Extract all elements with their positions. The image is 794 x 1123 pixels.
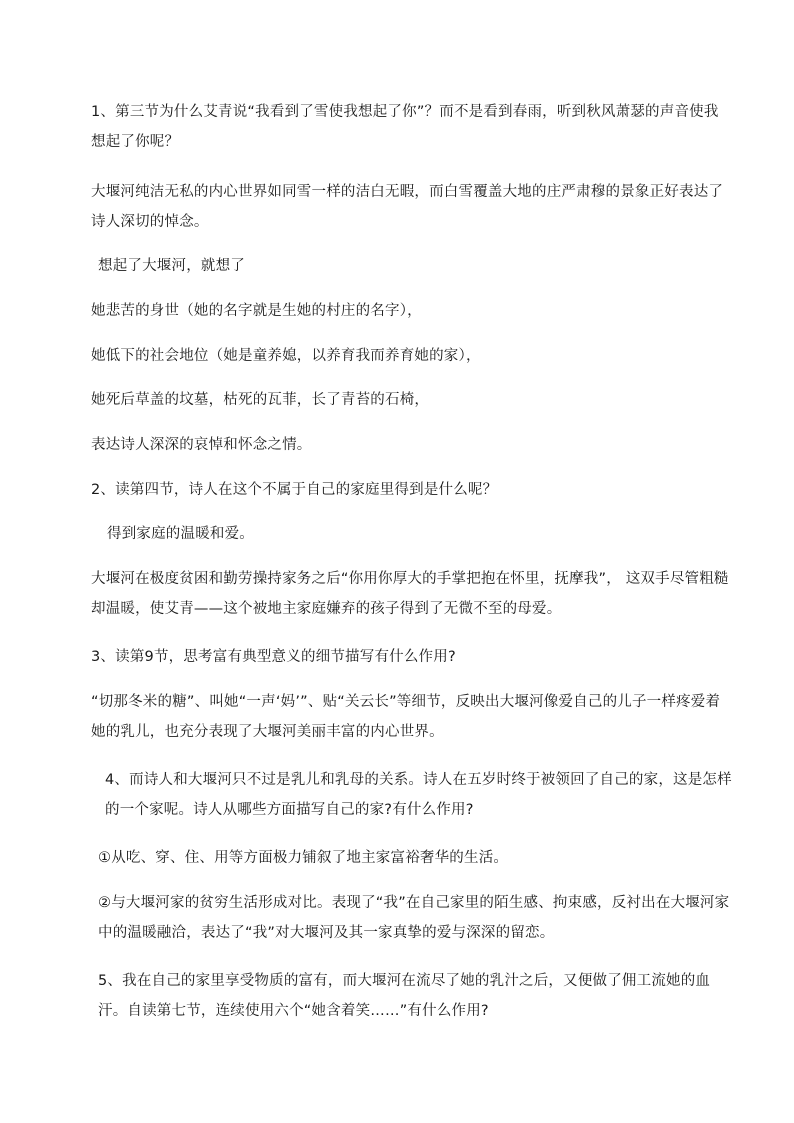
answer-4-point-1: ①从吃、穿、住、用等方面极力铺叙了地主家富裕奢华的生活。 [98,850,509,866]
answer-1-line-3: 她低下的社会地位（她是童养媳，以养育我而养育她的家）， [91,348,481,364]
answer-1-line-2: 她悲苦的身世（她的名字就是生她的村庄的名字）， [91,303,422,319]
question-5: 5、我在自己的家里享受物质的富有，而大堰河在流尽了她的乳汁之后，又便做了佣工流她的血汗。自读第七节，连续使用六个“她含着笑……”有什么作用? [98,973,711,1019]
question-1: 1、第三节为什么艾青说“我看到了雪使我想起了你”？而不是看到春雨，听到秋风萧瑟的声音使我想起了你呢？ [91,104,719,150]
answer-2-paragraph: 大堰河在极度贫困和勤劳操持家务之后“你用你厚大的手掌把抱在怀里，抚摩我”， 这双手尽管粗糙却温暖，使艾青——这个被地主家庭嫌弃的孩子得到了无微不至的母爱。 [91,571,729,617]
answer-1-line-1: 想起了大堰河，就想了 [98,258,245,274]
answer-1-paragraph: 大堰河纯洁无私的内心世界如同雪一样的洁白无暇，而白雪覆盖大地的庄严肃穆的景象正好表达了诗人深切的悼念。 [91,184,724,230]
answer-4-point-2: ②与大堰河家的贫穷生活形成对比。表现了“我”在自己家里的陌生感、拘束感，反衬出在大堰河家中的温暖融洽，表达了“我”对大堰河及其一家真挚的爱与深深的留恋。 [98,895,730,941]
answer-2-line-1: 得到家庭的温暖和爱。 [107,526,254,542]
question-2: 2、读第四节，诗人在这个不属于自己的家庭里得到是什么呢？ [91,482,498,498]
question-4: 4、而诗人和大堰河只不过是乳儿和乳母的关系。诗人在五岁时终于被领回了自己的家，这是怎样的一个家呢。诗人从哪些方面描写自己的家?有什么作用? [105,772,732,818]
question-3: 3、读第9节，思考富有典型意义的细节描写有什么作用? [91,649,456,665]
answer-3-paragraph: “切那冬米的糖”、叫她“一声‘妈’”、贴“关云长”等细节，反映出大堰河像爱自己的儿子一样疼爱着她的乳儿，也充分表现了大堰河美丽丰富的内心世界。 [91,694,721,740]
answer-1-line-5: 表达诗人深深的哀悼和怀念之情。 [91,437,312,453]
answer-1-line-4: 她死后草盖的坟墓，枯死的瓦菲，长了青苔的石椅， [91,392,430,408]
